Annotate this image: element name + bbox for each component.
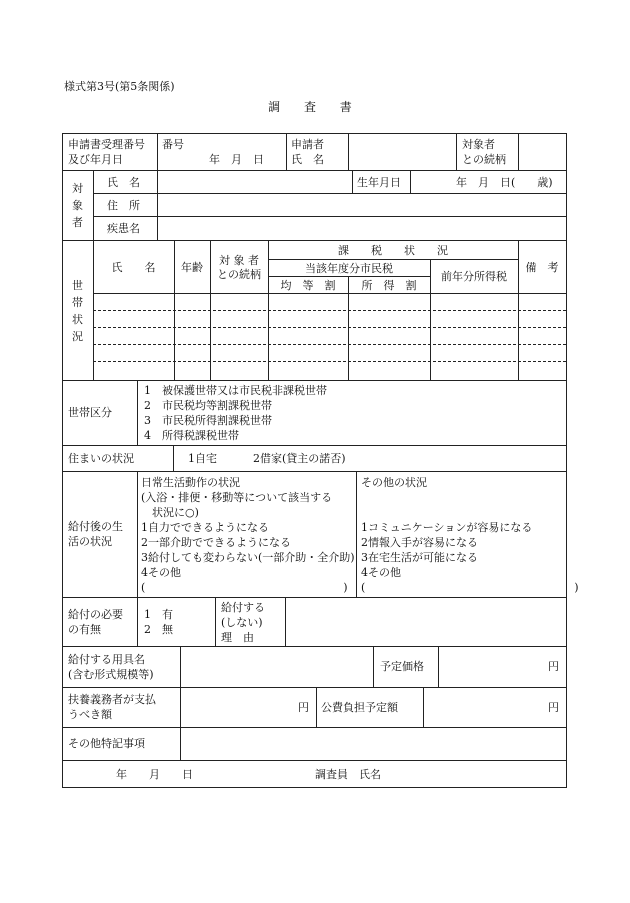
address-label: 住 所 [107,199,140,212]
category-option-3[interactable]: 3 市民税所得割課税世帯 [144,414,272,427]
col-prev-tax-header: 前年分所得税 [441,270,507,283]
daily-activity-line: 日常生活動作の状況 [141,476,240,489]
col-city-tax-header: 当該年度分市民税 [305,262,393,275]
household-section-char: 況 [72,330,83,343]
other-status-option[interactable]: 3在宅生活が可能になる [361,551,478,564]
payment-label: 扶養義務者が支払 [68,693,156,706]
household-section-char: 世 [72,279,83,292]
col-relation-header-2: との続柄 [217,268,261,281]
price-label: 予定価格 [380,660,424,673]
necessity-option-yes[interactable]: 1 有 [144,608,173,621]
col-income-header: 所 得 割 [361,279,417,292]
notes-label: その他特記事項 [68,737,145,750]
applicant-label: 申請者 [291,138,324,151]
daily-activity-option[interactable]: 3給付しても変わらない(一部介助・全介助) [141,551,355,564]
relation-label-2: との続柄 [462,153,506,166]
public-burden-label: 公費負担予定額 [321,701,398,714]
other-status-line: その他の状況 [361,476,427,489]
subject-name-label: 氏 名 [107,176,140,189]
other-status-option[interactable]: 2情報入手が容易になる [361,536,478,549]
birth-date-field[interactable]: 年 月 日( 歳) [456,176,553,189]
public-yen-unit: 円 [548,701,559,714]
equipment-label-2: (含む形式規模等) [68,668,154,681]
footer-date-field[interactable]: 年 月 日 [116,768,193,781]
category-option-4[interactable]: 4 所得税課税世帯 [144,429,239,442]
equipment-label: 給付する用具名 [68,653,145,666]
other-status-option[interactable]: 1コミュニケーションが容易になる [361,521,533,534]
col-name-header: 氏 名 [111,261,156,274]
subject-section-char: 者 [72,216,83,229]
category-option-1[interactable]: 1 被保護世帯又は市民税非課税世帯 [144,384,327,397]
birth-date-label: 生年月日 [357,176,401,189]
category-option-2[interactable]: 2 市民税均等割課税世帯 [144,399,272,412]
housing-option-own[interactable]: 1自宅 [188,452,217,465]
after-benefit-label-2: 活の状況 [68,535,112,548]
daily-activity-other-field[interactable]: ( ) [141,581,348,594]
payment-yen-unit: 円 [298,701,309,714]
col-equal-header: 均 等 割 [280,279,336,292]
payment-label-2: うべき額 [68,708,112,721]
col-age-header: 年齢 [181,261,203,274]
reason-label-2: (しない) [221,616,263,629]
necessity-label-2: の有無 [68,623,101,636]
housing-option-rent[interactable]: 2借家(貸主の諾否) [253,452,346,465]
receipt-date-field[interactable]: 年 月 日 [209,153,264,166]
daily-activity-option[interactable]: 4その他 [141,566,181,579]
subject-section-char: 象 [72,199,83,212]
investigator-label: 調査員 氏名 [315,768,381,781]
housing-label: 住まいの状況 [68,452,134,465]
household-section-char: 状 [72,313,83,326]
category-label: 世帯区分 [68,406,112,419]
col-remarks-header: 備 考 [525,261,559,274]
applicant-name-label: 氏 名 [291,153,324,166]
relation-label: 対象者 [462,138,495,151]
reason-label: 給付する [221,601,265,614]
subject-section-char: 対 [72,182,83,195]
receipt-label-2: 及び年月日 [68,153,123,166]
after-benefit-label: 給付後の生 [68,520,123,533]
form-number-label: 様式第3号(第5条関係) [64,80,175,93]
receipt-label: 申請書受理番号 [68,138,145,151]
col-relation-header: 対 象 者 [219,254,259,267]
other-status-option[interactable]: 4その他 [361,566,401,579]
page-title: 調 査 書 [268,100,362,114]
necessity-label: 給付の必要 [68,608,123,621]
col-tax-header: 課 税 状 況 [338,244,448,257]
daily-activity-option[interactable]: 1自力でできるようになる [141,521,269,534]
other-status-other-field[interactable]: ( ) [361,581,579,594]
household-section-char: 帯 [72,296,83,309]
number-label: 番号 [162,138,184,151]
necessity-option-no[interactable]: 2 無 [144,623,173,636]
price-yen-unit: 円 [548,660,559,673]
disease-label: 疾患名 [107,222,140,235]
daily-activity-line: (入浴・排便・移動等について該当する [141,491,333,504]
daily-activity-line: 状況に○) [141,506,199,519]
reason-label-3: 理 由 [221,631,254,644]
daily-activity-option[interactable]: 2一部介助でできるようになる [141,536,291,549]
